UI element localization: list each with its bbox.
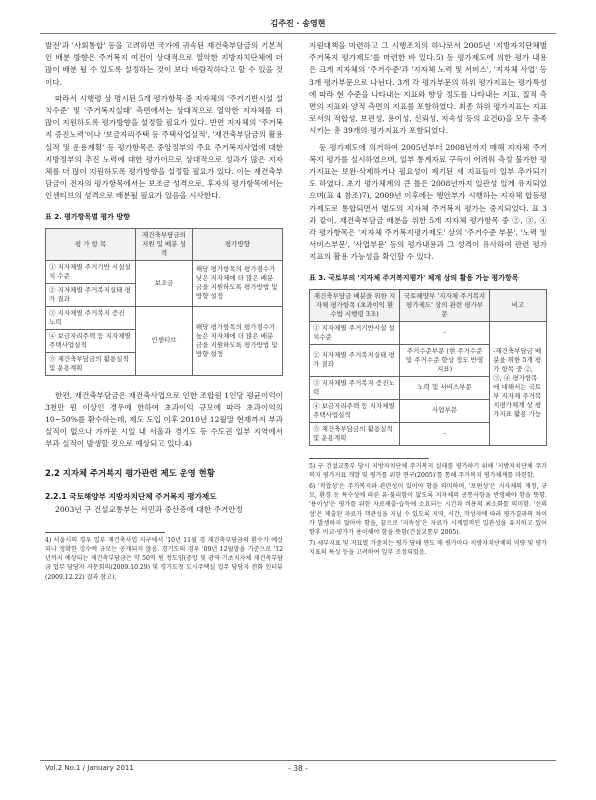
left-para-2: 따라서 시행령 상 명시된 5개 평가항목 중 지자체의 '주거기반시설 설치수준' 및 '주거복지실태' 측면에서는 상대적으로 열악한 지자체를 더 많이 지원하도록 평가방향을 설정할 필요가 있다. 반면 지자체의 '주거복지 증진노력'이나 '보금자리주택 등 주택사업실적', '재건축부담금의 활용실적 및 운용계획' 등 평가항목은 중앙정부의 주요 주거복지사업에 대한 지방정부의 추진 노력에 대한 평가이므로 상대적으로 성과가 많은 지자체를 더 많이 지원하도록 평가방향을 설정할 필요가 있다. 이는 재건축부담금이 전자의 평가항목에서는 보조금 성격으로, 후자의 평가항목에서는 인센티브의 성격으로 배분될 필요가 있음을 시사한다. (45, 93, 283, 201)
page-number: - 38 - (288, 764, 308, 773)
table3-cell-item: ⑤ 재건축부담금의 활용실적 및 운용계획 (310, 422, 400, 445)
journal-info: Vol.2 No.1 / January 2011 (45, 764, 134, 772)
right-column (309, 40, 547, 558)
table3-cell-item: ② 지자체별 주거복지실태 평가 결과 (310, 344, 400, 376)
table2-cell-item: ⑤ 재건축부담금의 활용실적 및 운용계획 (46, 352, 136, 375)
table3-cell-section: - (400, 321, 490, 344)
table3-header: 비고 (490, 289, 547, 321)
footer-rule (40, 760, 556, 761)
table2-cell-direction: 해당 평가항목의 평가점수가 낮은 지자체에 더 많은 배분금을 지원하도록 평가방법 및 방향 설정 (192, 260, 282, 306)
table2-cell-item: ④ 보금자리주택 등 지자체별 주택사업실적 (46, 329, 136, 352)
table2-cell-item: ② 지자체별 주거복지실태 평가 결과 (46, 283, 136, 306)
table3-caption: 표 3. 국토부의 '지자체 주거복지평가' 체계 상의 활용 가능 평가항목 (309, 273, 519, 282)
table3-header-row (310, 289, 547, 321)
table-row (310, 321, 547, 344)
table3-cell-section: - (400, 422, 490, 445)
table3 (309, 289, 547, 446)
subsection-heading: 2.2.1 국토해양부 지방자치단체 주거복지 평가제도 (45, 491, 217, 501)
table2-header: 재건축부담금의 지원 및 배분 성격 (136, 228, 193, 260)
footnote-5: 5) 구 건설교통부 당시 지방자치단체 주거복지 실태를 평가하기 위해 '지방자치단체 주거복지 평가지표 개발 및 평가를 위한 연구(2005)'를 통해 주거복지 평가체계를 마련함. (309, 462, 547, 479)
table2-cell-item: ① 지자체별 주거기반 시설설치 수준 (46, 260, 136, 283)
table2-cell-nature: 인센티브 (136, 306, 193, 375)
header-rule (40, 33, 556, 34)
running-header (0, 18, 596, 40)
table2-cell-direction: 해당 평가항목의 평가점수가 높은 지자체에 더 많은 배분금을 지원하도록 평가방법 및 방향 설정 (192, 306, 282, 375)
footnote-4: 4) 서울시의 경우 일부 재건축사업 지구에서 '10년 11월 경 재건축부담금의 환수가 예상되나 정확한 징수액 규모는 공개되지 않음. 경기도의 경우 '09년 12월말을 기준으로 '12년까지 예상되는 재건축부담금은 약 50억 원 정도임(중앙 및 광역·기초지자체 재건축부담금 업무 담당자 자문회의(2009.10.29) 및 경기도청 도시주택실 업무 담당자 전화 인터뷰(2009.12.22) 결과 참고). (45, 536, 283, 581)
table-row (46, 260, 283, 283)
table3-cell-section: 주거수준부문 (현 주거수준 및 주거수준 향상 정도 반영 지표) (400, 344, 490, 376)
left-para-1: 발전'과 '사회통합' 등을 고려하면 국가에 귀속된 재건축부담금의 기본적인 배분 방향은 주거복지 여건이 상대적으로 열악한 지방자치단체에 더 많이 배분 될 수 있도록 설정하는 것이 보다 바람직하다고 할 수 있을 것이다. (45, 41, 283, 87)
table3-cell-item: ③ 지자체별 주거복지 증진노력 (310, 376, 400, 399)
table-row (46, 306, 283, 329)
table2-header-row (46, 228, 283, 260)
footnote-rule (309, 458, 429, 459)
section-heading: 2.2 지자체 주거복지 평가관련 제도 운영 현황 (45, 467, 215, 478)
table2-header: 평가방향 (192, 228, 282, 260)
table3-cell-section: 노력 및 서비스부문 (400, 376, 490, 399)
table2-cell-nature: 보조금 (136, 260, 193, 306)
left-para-4: 2003년 구 건설교통부는 서민과 중산층에 대한 주거안정 (55, 504, 243, 514)
table3-cell-note: -재건축부담금 배분을 위한 5개 평가 항목 중 ②, ③, ④ 평가항목에 대해서는 국토부 지자체 주거복지평가체계 상 평가지표 활용 가능 (490, 321, 547, 445)
table2-caption: 표 2. 평가항목별 평가 방향 (45, 212, 130, 221)
table3-header: 국토해양부 '지자체 주거복지평가제도' 상의 관련 평가부문 (400, 289, 490, 321)
right-para-1: 지원대책을 마련하고 그 시행조치의 하나로서 2005년 '지방자치단체별 주거복지 평가제도'를 마련한 바 있다.5) 동 평가제도에 의한 평가 내용은 크게 지자체의 '주거수준'과 '지자체 노력 및 서비스', '지자체 사업' 등 3개 평가부문으로 나뉜다. 3개 각 평가부문의 하위 평가지표는 평가특성에 따라 현 수준을 나타내는 지표와 향상 정도를 나타내는 지표, 질적 측면의 지표와 양적 측면의 지표를 포함하였다. 최종 하위 평가지표는 지표로서의 적합성, 보편성, 용이성, 신뢰성, 지속성 등의 요건6)을 모두 충족시키는 총 39개의 평가지표가 포함되었다. (309, 41, 547, 136)
footnote-6: 6) '적합성'은 주거복지와 관련성이 있어야 함을 의미하며, '보편성'은 지자체의 재정, 규모, 환경 등 특수성에 따른 유·불리함이 없도록 지자체의 공통사항을 반영해야 함을 뜻함. '용이성'은 평가를 위한 자료제출·습득에 소요되는 시간과 비용의 최소화를 의미함. '신뢰성'은 제출된 자료가 객관성을 지닐 수 있도록 지역, 시간, 작성자에 따라 평가결과의 차이가 발생하지 않아야 함을, 끝으로 '지속성'은 자료가 시계열적인 일관성을 유지하고 있어 향후 비교·평가가 용이해야 함을 뜻함(건설교통부 2005). (309, 483, 547, 537)
running-title: 김주진 · 송영현 (270, 19, 326, 28)
table3-cell-item: ① 지자체별 주거기반시설 설치수준 (310, 321, 400, 344)
right-para-2: 동 평가제도에 의거하여 2005년부터 2008년까지 매해 지자체 주거복지 평가를 실시하였으며, 일부 통계자료 구득이 어려워 측정 불가한 평가지표는 보완·삭제하거나 필요성이 제기된 새 지표들이 일부 추가되기도 하였다. 초기 평가체계의 큰 틀은 2008년까지 일관성 있게 유지되었으며(표 4 참조)7), 2009년 이후에는 행안부가 시행하는 지자체 합동평가제도로 통합되면서 별도의 지자체 주거복지 평가는 중지되었다. 표 3과 같이, 재건축부담금 배분을 위한 5개 지자체 평가항목 중 ②, ③, ④ 각 평가항목은 '지자체 주거복지평가제도' 상의 '주거수준 부문', '노력 및 서비스부문', '사업부문' 등의 평가내용과 그 성격이 유사하여 관련 평가지표의 활용 가능성을 확인할 수 있다. (309, 142, 547, 262)
left-para-3: 한편, 재건축부담금은 재건축사업으로 인한 조합원 1인당 평균이익이 3천만 원 이상인 경우에 한하여 초과이익 규모에 따라 초과이익의 10~50%를 환수하는데, 제도 도입 이후 2010년 12월말 현재까지 부과 실적이 없으나 가까운 시일 내 서울과 경기도 등 수도권 일부 지역에서 부과 실적이 발생할 것으로 예상되고 있다.4) (45, 390, 283, 449)
table3-cell-section: 사업부문 (400, 399, 490, 422)
footnote-rule (45, 532, 165, 533)
footnote-7: 7) 세부지표 및 지표별 가중치는 평가 당해 연도 매 평가마다 지방자치단체의 역량 및 평가지표의 특성 등을 고려하여 일부 조정되었음. (309, 540, 547, 557)
table2-header: 평 가 항 목 (46, 228, 136, 260)
table2 (45, 228, 283, 376)
table2-cell-item: ③ 지자체별 주거복지 증진 노력 (46, 306, 136, 329)
table3-cell-item: ④ 보금자리주택 등 지자체별 주택사업실적 (310, 399, 400, 422)
left-column (45, 40, 283, 582)
table3-header: 재건축부담금 배분을 위한 지자체 평가항목 (초과이익 환수법 시행령 3조) (310, 289, 400, 321)
